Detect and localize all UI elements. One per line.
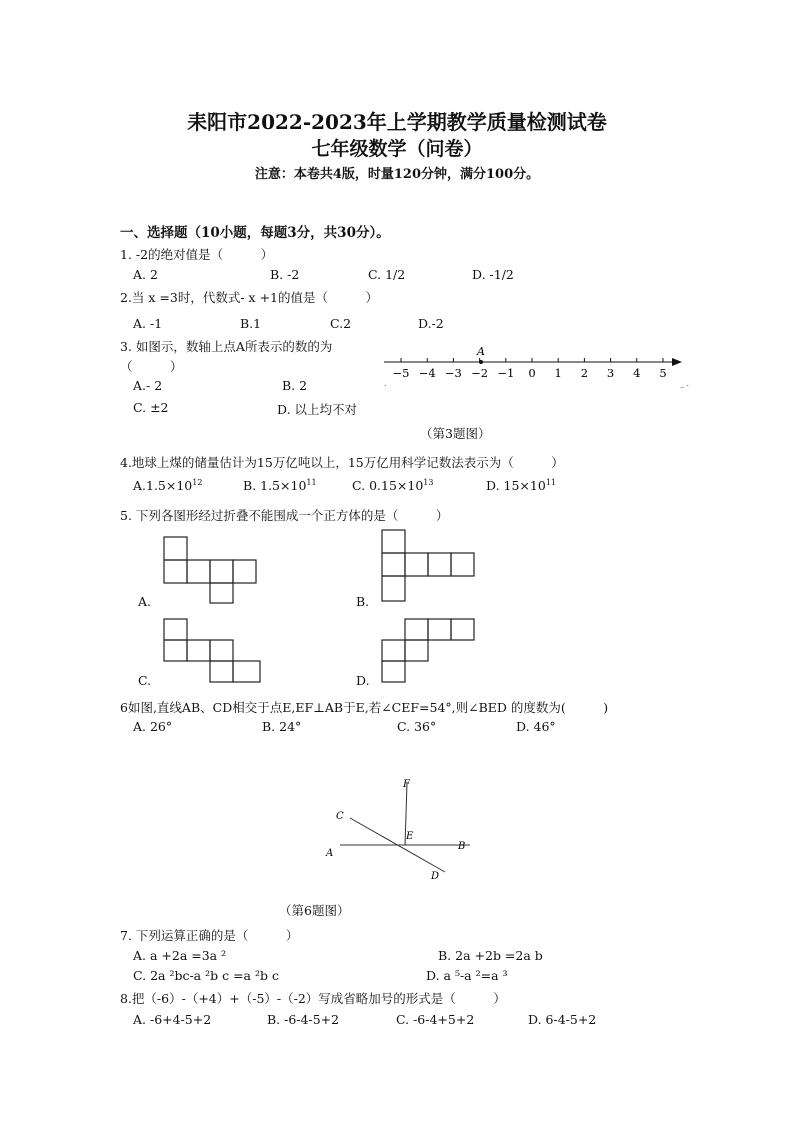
label-f: F bbox=[403, 779, 410, 790]
number-line-tick-label: −4 bbox=[418, 366, 436, 380]
q3-option-a: A.- 2 bbox=[133, 378, 163, 393]
point-a-dot bbox=[479, 360, 483, 364]
q2-option-c: C.2 bbox=[330, 316, 352, 331]
q4-option-b: B. $1.5\times 10^{11}$ bbox=[243, 478, 317, 494]
label-a: A bbox=[326, 848, 334, 859]
number-line-tick-label: 0 bbox=[528, 366, 536, 380]
number-line-tick-label: 3 bbox=[606, 366, 615, 380]
svg-text:_ .: _ . bbox=[680, 379, 690, 388]
q2-option-a: A. -1 bbox=[133, 316, 163, 331]
q7-option-c: C. 2a ²bc-a ²b c =a ²b c bbox=[133, 968, 279, 983]
figure-6-caption: （第6题图） bbox=[279, 903, 350, 918]
q8-option-d: D. 6-4-5+2 bbox=[528, 1012, 597, 1027]
q5-net-d bbox=[378, 617, 482, 685]
q5-option-d: D. bbox=[356, 673, 370, 688]
q6-option-c: C. 36° bbox=[397, 719, 437, 734]
q5-net-b bbox=[378, 528, 480, 605]
q5-net-a bbox=[160, 535, 260, 605]
q3-option-c: C. ±2 bbox=[133, 400, 169, 415]
q6-option-b: B. 24° bbox=[262, 719, 302, 734]
label-e: E bbox=[406, 831, 414, 842]
label-c: C bbox=[336, 811, 344, 822]
q5-net-c bbox=[160, 617, 264, 685]
q7-option-a: A. a +2a =3a ² bbox=[133, 948, 227, 963]
question-7-stem: 7. 下列运算正确的是（ ） bbox=[120, 928, 299, 943]
q5-option-a: A. bbox=[138, 594, 152, 609]
q6-option-d: D. 46° bbox=[516, 719, 556, 734]
q5-option-b: B. bbox=[356, 594, 370, 609]
question-3-paren: （ ） bbox=[120, 359, 183, 374]
q4-option-c: C. $0.15\times 10^{13}$ bbox=[352, 478, 434, 494]
q3-option-b: B. 2 bbox=[282, 378, 308, 393]
question-4-stem: 4.地球上煤的储量估计为15万亿吨以上，15万亿用科学记数法表示为（ ） bbox=[120, 455, 564, 470]
q8-option-c: C. -6-4+5+2 bbox=[396, 1012, 475, 1027]
question-5-stem: 5. 下列各图形经过折叠不能围成一个正方体的是（ ） bbox=[120, 508, 449, 523]
q2-option-d: D.-2 bbox=[418, 316, 444, 331]
number-line-arrow bbox=[672, 358, 682, 366]
q1-option-b: B. -2 bbox=[270, 267, 300, 282]
q3-option-d: D. 以上均不对 bbox=[277, 402, 358, 417]
q7-option-b: B. 2a +2b =2a b bbox=[438, 948, 543, 963]
question-2-stem: 2.当 x =3时，代数式- x +1的值是（ ） bbox=[120, 290, 378, 305]
number-line-tick-label: 4 bbox=[633, 366, 641, 380]
q1-option-a: A. 2 bbox=[133, 267, 158, 282]
q6-option-a: A. 26° bbox=[133, 719, 173, 734]
label-d: D bbox=[431, 871, 440, 882]
question-3-stem: 3. 如图示，数轴上点A所表示的数的为 bbox=[120, 339, 333, 354]
number-line-tick-label: 1 bbox=[554, 366, 562, 380]
question-1-stem: 1. -2的绝对值是（ ） bbox=[120, 247, 274, 262]
exam-subtitle: 七年级数学（问卷） bbox=[311, 138, 483, 160]
q8-option-a: A. -6+4-5+2 bbox=[133, 1012, 212, 1027]
figure-3-caption: （第3题图） bbox=[420, 426, 491, 441]
q5-option-c: C. bbox=[138, 673, 152, 688]
question-8-stem: 8.把（-6）-（+4）+（-5）-（-2）写成省略加号的形式是（ ） bbox=[120, 991, 506, 1006]
q4-option-a: $A.1.5\times 10^{12}$ bbox=[133, 478, 203, 494]
q4-option-d: D. $15\times 10^{11}$ bbox=[486, 478, 556, 494]
number-line-tick-label: 5 bbox=[659, 366, 667, 380]
exam-note: 注意：本卷共4版，时量120分钟，满分100分。 bbox=[254, 167, 540, 182]
q8-option-b: B. -6-4-5+2 bbox=[267, 1012, 340, 1027]
svg-text:.: . bbox=[384, 379, 387, 388]
number-line-figure bbox=[380, 340, 690, 390]
point-a-label: A bbox=[477, 345, 485, 358]
number-line-tick-label: −2 bbox=[471, 366, 489, 380]
q1-option-c: C. 1/2 bbox=[368, 267, 406, 282]
number-line-tick-label: −5 bbox=[392, 366, 410, 380]
angle-figure bbox=[320, 775, 490, 885]
number-line-tick-label: −1 bbox=[497, 366, 515, 380]
q7-option-d: D. a ⁵-a ²=a ³ bbox=[426, 968, 508, 983]
section-heading: 一、选择题（10小题，每题3分，共30分）。 bbox=[120, 225, 390, 241]
number-line-tick-label: 2 bbox=[580, 366, 589, 380]
label-b: B bbox=[458, 841, 466, 852]
question-6-stem: 6如图,直线AB、CD相交于点E,EF⊥AB于E,若∠CEF=54°,则∠BED 的度数为( ) bbox=[120, 700, 609, 715]
q2-option-b: B.1 bbox=[240, 316, 262, 331]
q1-option-d: D. -1/2 bbox=[472, 267, 514, 282]
number-line-tick-label: −3 bbox=[444, 366, 462, 380]
exam-title: 耒阳市2022-2023年上学期教学质量检测试卷 bbox=[187, 110, 607, 134]
